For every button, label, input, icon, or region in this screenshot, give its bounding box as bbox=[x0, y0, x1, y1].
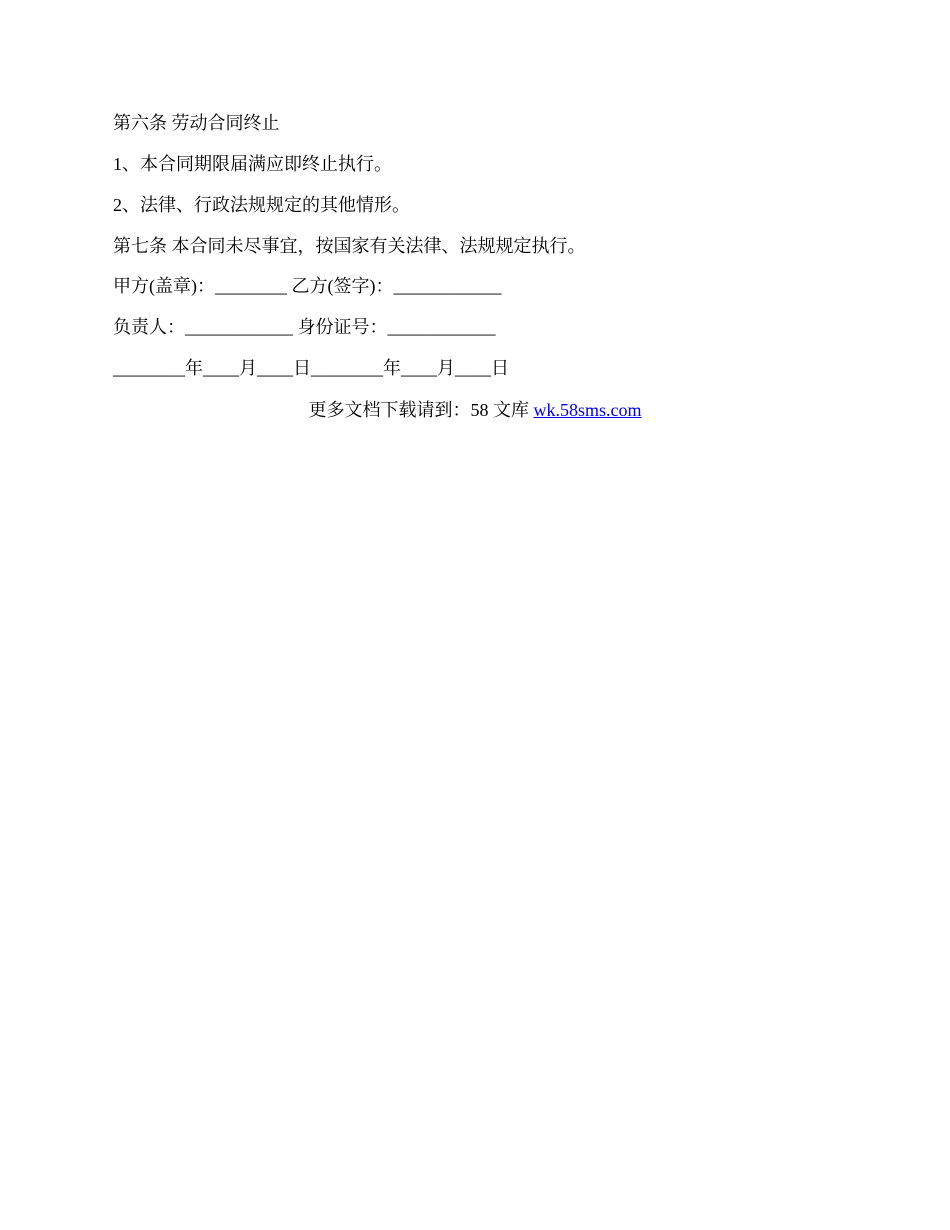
footer-text: 更多文档下载请到：58 文库 bbox=[308, 400, 534, 420]
article-6-clause-1: 1、本合同期限届满应即终止执行。 bbox=[113, 154, 392, 174]
responsible-person-line: 负责人：____________ 身份证号：____________ bbox=[113, 317, 496, 337]
signature-party-line: 甲方(盖章)：________ 乙方(签字)：____________ bbox=[113, 276, 502, 296]
download-footer bbox=[0, 398, 950, 422]
date-line: ________年____月____日________年____月____日 bbox=[113, 358, 509, 378]
footer-link[interactable]: wk.58sms.com bbox=[533, 400, 642, 420]
article-6-heading: 第六条 劳动合同终止 bbox=[113, 113, 280, 133]
article-7-text: 第七条 本合同未尽事宜，按国家有关法律、法规规定执行。 bbox=[113, 236, 586, 256]
article-6-clause-2: 2、法律、行政法规规定的其他情形。 bbox=[113, 195, 410, 215]
